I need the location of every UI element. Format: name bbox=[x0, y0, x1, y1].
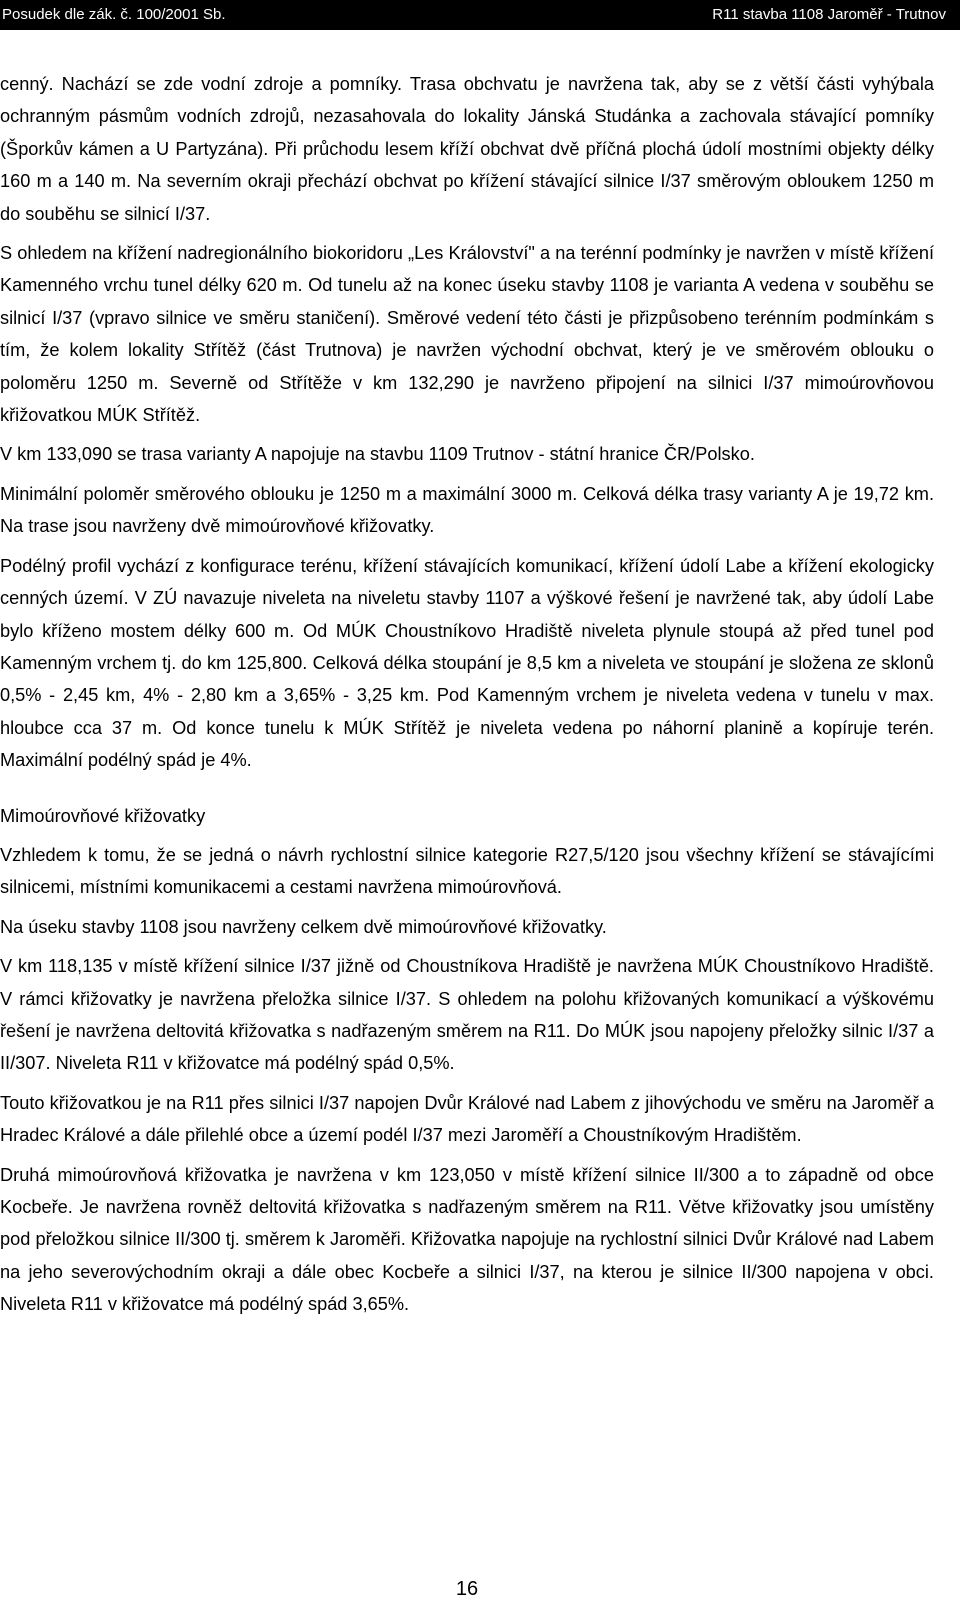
document-body bbox=[0, 68, 934, 1328]
page-header bbox=[0, 0, 960, 30]
header-project-title: R11 stavba 1108 Jaroměř - Trutnov bbox=[712, 6, 946, 23]
paragraph-interchange-choustnikovo: V km 118,135 v místě křížení silnice I/37 jižně od Choustníkova Hradiště je navržena MÚK Choustníkovo Hradiště. V rámci křižovatky je navržena přeložka silnice I/37. S ohledem na polohu křižovaných komunikací a výškovému řešení je navržena deltovitá křižovatka s nadřazeným směrem na R11. Do MÚK jsou napojeny přeložky silnic I/37 a II/307. Niveleta R11 v křižovatce má podélný spád 0,5%. bbox=[0, 956, 934, 1074]
paragraph-interchange-connections: Touto křižovatkou je na R11 přes silnici I/37 napojen Dvůr Králové nad Labem z jihovýchodu ve směru na Jaroměř a Hradec Králové a dále přilehlé obce a území podél I/37 mezi Jaroměří a Choustníkovým Hradištěm. bbox=[0, 1092, 934, 1146]
paragraph-interchanges-count: Na úseku stavby 1108 jsou navrženy celkem dvě mimoúrovňové křižovatky. bbox=[0, 916, 607, 937]
paragraph-interchanges-intro: Vzhledem k tomu, že se jedná o návrh rychlostní silnice kategorie R27,5/120 jsou všechny křížení se stávajícími silnicemi, místními komunikacemi a cestami navržena mimoúrovňová. bbox=[0, 844, 934, 898]
paragraph-longitudinal-profile: Podélný profil vychází z konfigurace terénu, křížení stávajících komunikací, křížení údolí Labe a křížení ekologicky cenných území. V ZÚ navazuje niveleta na niveletu stavby 1107 a výškové řešení je navržené tak, aby údolí Labe bylo kříženo mostem délky 600 m. Od MÚK Choustníkovo Hradiště niveleta plynule stoupá až před tunel pod Kamenným vrchem tj. do km 125,800. Celková délka stoupání je 8,5 km a niveleta ve stoupání je složena ze sklonů 0,5% - 2,45 km, 4% - 2,80 km a 3,65% - 3,25 km. Pod Kamenným vrchem je niveleta vedena v tunelu v max. hloubce cca 37 m. Od konce tunelu k MÚK Střítěž je niveleta vedena po náhorní planině a kopíruje terén. Maximální podélný spád je 4%. bbox=[0, 555, 934, 771]
paragraph-connection-1109: V km 133,090 se trasa varianty A napojuje na stavbu 1109 Trutnov - státní hranice ČR/Polsko. bbox=[0, 444, 755, 465]
paragraph-tunnel-alignment: S ohledem na křížení nadregionálního biokoridoru „Les Království" a na terénní podmínky je navržen v místě křížení Kamenného vrchu tunel délky 620 m. Od tunelu až na konec úseku stavby 1108 je varianta A vedena v souběhu se silnicí I/37 (vpravo silnice ve směru staničení). Směrové vedení této části je přizpůsobeno terénním podmínkám s tím, že kolem lokality Střítěž (část Trutnova) je navržen východní obchvat, který je ve směrovém oblouku o poloměru 1250 m. Severně od Střítěže v km 132,290 je navrženo připojení na silnici I/37 mimoúrovňovou křižovatkou MÚK Střítěž. bbox=[0, 243, 934, 426]
section-heading-interchanges: Mimoúrovňové křižovatky bbox=[0, 805, 206, 826]
paragraph-interchange-kocbere: Druhá mimoúrovňová křižovatka je navržena v km 123,050 v místě křížení silnice II/300 a to západně od obce Kocbeře. Je navržena rovněž deltovitá křižovatka s nadřazeným směrem na R11. Větve křižovatky jsou umístěny pod přeložkou silnice II/300 tj. směrem k Jaroměři. Křižovatka napojuje na rychlostní silnici Dvůr Králové nad Labem na jeho severovýchodním okraji a dále obec Kocbeře a silnici I/37, na kterou je silnice II/300 napojena v obci. Niveleta R11 v křižovatce má podélný spád 3,65%. bbox=[0, 1164, 934, 1315]
page-number: 16 bbox=[455, 1578, 479, 1600]
header-document-title: Posudek dle zák. č. 100/2001 Sb. bbox=[2, 6, 226, 23]
paragraph-route-forest: cenný. Nachází se zde vodní zdroje a pomníky. Trasa obchvatu je navržena tak, aby se z větší části vyhýbala ochranným pásmům vodních zdrojů, nezasahovala do lokality Jánská Studánka a zachovala stávající pomníky (Šporkův kámen a U Partyzána). Při průchodu lesem kříží obchvat dvě příčná plochá údolí mostními objekty délky 160 m a 140 m. Na severním okraji přechází obchvat po křížení stávající silnice I/37 směrovým obloukem 1250 m do souběhu se silnicí I/37. bbox=[0, 74, 934, 224]
paragraph-route-parameters: Minimální poloměr směrového oblouku je 1250 m a maximální 3000 m. Celková délka trasy varianty A je 19,72 km. Na trase jsou navrženy dvě mimoúrovňové křižovatky. bbox=[0, 483, 934, 537]
